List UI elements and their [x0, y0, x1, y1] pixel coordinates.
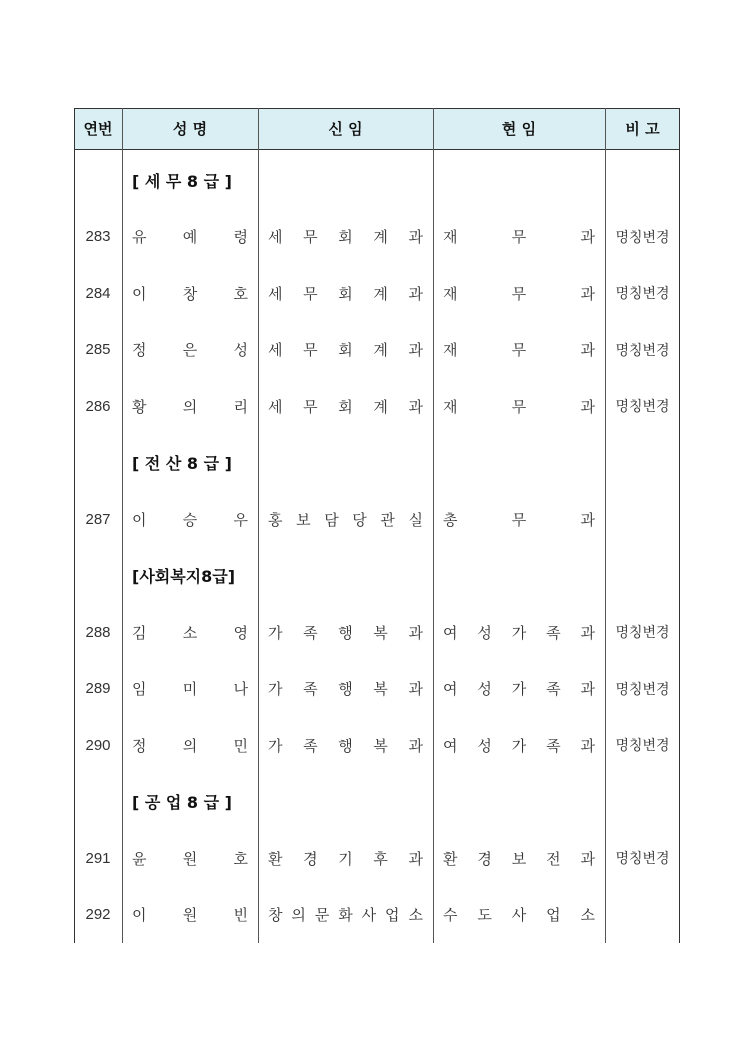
- current-post: 여 성 가 족 과: [443, 623, 595, 642]
- note: 명칭변경: [615, 399, 670, 415]
- row-number: 284: [85, 284, 111, 302]
- note: 명칭변경: [615, 229, 670, 246]
- current-post: 총 무 과: [443, 510, 595, 529]
- column-divider: [258, 108, 259, 943]
- person-name: 유 예 령: [132, 228, 248, 246]
- new-post: 창 의 문 화 사 업 소: [268, 906, 423, 924]
- current-post: 환 경 보 전 과: [443, 849, 595, 868]
- table-row: [74, 830, 680, 886]
- table-row: [74, 378, 680, 434]
- table-border-right: [679, 108, 680, 943]
- current-post: 수 도 사 업 소: [443, 906, 595, 924]
- person-name: 정 의 민: [132, 736, 248, 755]
- header-name: 성 명: [172, 120, 208, 138]
- row-number: 290: [85, 736, 111, 754]
- current-post: 재 무 과: [443, 341, 595, 359]
- table-row: [74, 322, 680, 378]
- person-name: 정 은 성: [132, 341, 248, 359]
- section-label: [ 세 무 8 급 ]: [132, 171, 232, 191]
- table-row: [74, 717, 680, 773]
- row-number: 288: [85, 623, 111, 641]
- person-name: 윤 원 호: [132, 849, 248, 868]
- row-number: 283: [85, 228, 111, 245]
- header-current-post: 현 임: [501, 120, 537, 138]
- row-number: 291: [85, 849, 111, 867]
- header-number: 연번: [83, 120, 113, 138]
- table-header: [74, 108, 680, 150]
- note: [605, 491, 680, 547]
- person-name: 황 의 리: [132, 397, 248, 416]
- person-name: 이 승 우: [132, 510, 248, 529]
- note: 명칭변경: [615, 625, 670, 641]
- new-post: 홍 보 담 당 관 실: [268, 510, 423, 529]
- table-row: [74, 661, 680, 717]
- row-number: 287: [85, 510, 111, 528]
- row-number: 292: [85, 906, 111, 923]
- new-post: 가 족 행 복 과: [268, 736, 423, 755]
- current-post: 재 무 과: [443, 397, 595, 416]
- section-label: [ 전 산 8 급 ]: [132, 454, 232, 473]
- row-number: 289: [85, 680, 111, 697]
- section-label: [ 공 업 8 급 ]: [132, 793, 232, 812]
- section-row: [74, 774, 680, 830]
- table-row: [74, 604, 680, 660]
- table-border-left: [74, 108, 75, 943]
- current-post: 여 성 가 족 과: [443, 680, 595, 698]
- table-row: [74, 209, 680, 265]
- current-post: 여 성 가 족 과: [443, 736, 595, 755]
- note: 명칭변경: [615, 342, 670, 359]
- current-post: 재 무 과: [443, 228, 595, 246]
- table-row: [74, 887, 680, 943]
- table-row: [74, 265, 680, 321]
- row-number: 286: [85, 397, 111, 415]
- note: [605, 887, 680, 943]
- person-name: 이 원 빈: [132, 906, 248, 924]
- new-post: 세 무 회 계 과: [268, 397, 423, 416]
- person-name: 이 창 호: [132, 284, 248, 303]
- row-number: 285: [85, 341, 111, 358]
- column-divider: [433, 108, 434, 943]
- note: 명칭변경: [615, 286, 670, 302]
- table-row: [74, 491, 680, 547]
- new-post: 세 무 회 계 과: [268, 341, 423, 359]
- note: 명칭변경: [615, 851, 670, 867]
- new-post: 환 경 기 후 과: [268, 849, 423, 868]
- section-row: [74, 152, 680, 208]
- note: 명칭변경: [615, 681, 670, 698]
- note: 명칭변경: [615, 738, 670, 754]
- section-row: [74, 435, 680, 491]
- section-row: [74, 548, 680, 604]
- new-post: 세 무 회 계 과: [268, 284, 423, 303]
- person-name: 김 소 영: [132, 623, 248, 642]
- header-note: 비 고: [625, 120, 660, 138]
- new-post: 가 족 행 복 과: [268, 623, 423, 642]
- new-post: 세 무 회 계 과: [268, 228, 423, 246]
- header-new-post: 신 임: [328, 120, 363, 138]
- current-post: 재 무 과: [443, 284, 595, 303]
- section-label: [사회복지8급]: [132, 567, 236, 586]
- personnel-table: [74, 108, 680, 943]
- column-divider: [605, 108, 606, 943]
- person-name: 임 미 나: [132, 680, 248, 698]
- new-post: 가 족 행 복 과: [268, 680, 423, 698]
- column-divider: [122, 108, 123, 943]
